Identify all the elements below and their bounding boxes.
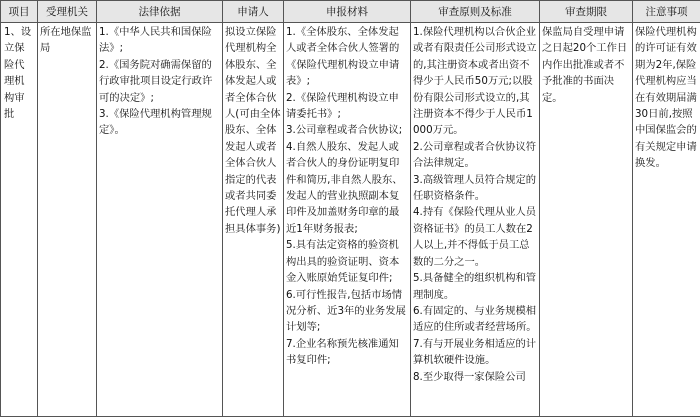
header-row bbox=[1, 1, 700, 23]
cell-notes bbox=[633, 23, 700, 417]
cell-project bbox=[1, 23, 38, 417]
header-authority: 受理机关 bbox=[38, 1, 97, 23]
cell-standards bbox=[411, 23, 540, 417]
cell-applicant bbox=[223, 23, 284, 417]
cell-legal-basis bbox=[97, 23, 223, 417]
time-limit-text: 保监局自受理申请之日起20个工作日内作出批准或者不予批准的书面决定。 bbox=[542, 26, 628, 104]
notes-text: 保险代理机构的许可证有效期为2年,保险代理机构应当在有效期届满30日前,按照中国保监会的有关规定申请换发。 bbox=[635, 26, 697, 170]
header-time-limit: 审查期限 bbox=[540, 1, 633, 23]
cell-time-limit bbox=[540, 23, 633, 417]
applicant-text: 拟设立保险代理机构全体股东、全体发起人或者全体合伙人(可由全体股东、全体发起人或者全体合伙人指定的代表或者共同委托代理人承担具体事务) bbox=[225, 26, 281, 235]
cell-materials bbox=[284, 23, 411, 417]
project-text: 1、设立保险代理机构审批 bbox=[4, 26, 32, 121]
header-notes: 注意事项 bbox=[633, 1, 700, 23]
header-project: 项目 bbox=[1, 1, 38, 23]
table-row bbox=[1, 23, 700, 417]
authority-text: 所在地保监局 bbox=[40, 26, 92, 55]
cell-authority bbox=[38, 23, 97, 417]
header-materials: 申报材料 bbox=[284, 1, 411, 23]
materials-text: 1.《全体股东、全体发起人或者全体合伙人签署的《保险代理机构设立申请表》; 2.《保险代理机构设立申请委托书》; 3.公司章程或者合伙协议; 4.自然人股东、发起人或者合伙人的身份证明复印件和简历,非自然人股东、发起人的营业执照副本复印件及加盖财务印章的最近1年财务报表; 5.具有法定资格的验资机构出具的验资证明、资本金入账原始凭证复印件; 6.可行性报告,包括市场情况分析、近3年的业务发展计划等; 7.企业名称预先核准通知书复印件; bbox=[286, 26, 406, 367]
legal-basis-text: 1.《中华人民共和国保险法》; 2.《国务院对确需保留的行政审批项目设定行政许可的决定》; 3.《保险代理机构管理规定》。 bbox=[99, 26, 213, 137]
header-standards: 审查原则及标准 bbox=[411, 1, 540, 23]
standards-text: 1.保险代理机构以合伙企业或者有限责任公司形式设立的,其注册资本或者出资不得少于人民币50万元;以股份有限公司形式设立的,其注册资本不得少于人民币1000万元。 2.公司章程或者合伙协议符合法律规定。 3.高级管理人员符合规定的任职资格条件。 4.持有《保险代理从业人员资格证书》的员工人数在2人以上,并不得低于员工总数的二分之一。 5.具备健全的组织机构和管理制度。 6.有固定的、与业务规模相适应的住所或者经营场所。 7.有与开展业务相适应的计算机软硬件设施。 8.至少取得一家保险公司 bbox=[413, 26, 537, 383]
header-applicant: 申请人 bbox=[223, 1, 284, 23]
header-legal-basis: 法律依据 bbox=[97, 1, 223, 23]
